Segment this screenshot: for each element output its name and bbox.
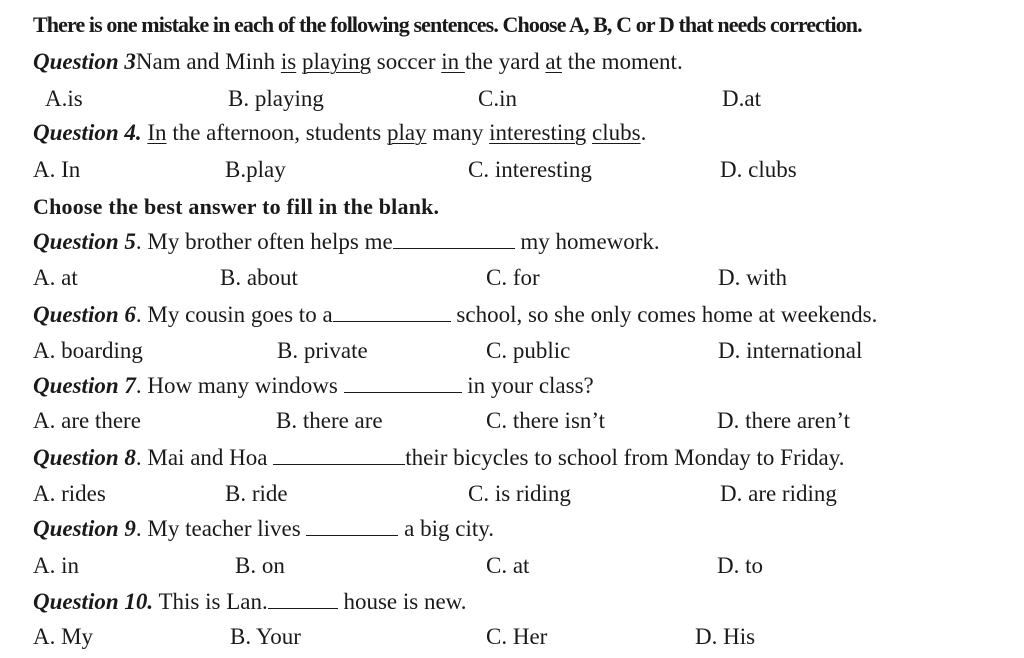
option-d[interactable]: D. clubs	[720, 157, 797, 182]
option-c[interactable]: C. is riding	[468, 481, 571, 506]
option-d[interactable]: D.at	[722, 86, 761, 111]
question-text: the moment.	[561, 49, 683, 74]
question-5	[33, 229, 660, 255]
option-b[interactable]: B. there are	[276, 408, 383, 433]
question-label: Question 10.	[33, 589, 154, 614]
option-d[interactable]: D. there aren’t	[717, 408, 851, 433]
option-c[interactable]: C. there isn’t	[486, 408, 606, 433]
underlined-word-c: interesting	[489, 120, 587, 145]
underlined-word-d: clubs	[592, 120, 641, 145]
option-b[interactable]: B. ride	[225, 481, 288, 506]
question-text: . My brother often helps me	[135, 229, 393, 254]
question-text: in your class?	[461, 373, 594, 398]
question-text: . Mai and Hoa	[135, 445, 274, 470]
question-text: . How many windows	[135, 373, 344, 398]
underlined-word-c: in	[441, 49, 465, 74]
question-7	[33, 373, 594, 399]
option-d[interactable]: D. His	[695, 624, 756, 649]
answer-blank[interactable]	[268, 590, 338, 609]
option-a[interactable]: A. My	[33, 624, 94, 649]
option-a[interactable]: A. In	[33, 157, 81, 182]
option-d[interactable]: D. with	[718, 265, 787, 290]
option-c[interactable]: C. for	[486, 265, 540, 290]
option-a[interactable]: A. boarding	[33, 338, 143, 363]
underlined-word-a: In	[147, 120, 167, 145]
question-text: house is new.	[337, 589, 467, 614]
question-text: soccer	[371, 49, 442, 74]
option-b[interactable]: B. playing	[228, 86, 324, 111]
option-b[interactable]: B. Your	[230, 624, 301, 649]
option-b[interactable]: B. private	[277, 338, 368, 363]
option-c[interactable]: C. at	[486, 553, 530, 578]
question-label: Question 9	[33, 516, 136, 541]
option-a[interactable]: A. at	[33, 265, 78, 290]
question-label: Question 4.	[33, 120, 142, 145]
answer-blank[interactable]	[344, 374, 462, 393]
option-d[interactable]: D. are riding	[720, 481, 837, 506]
option-b[interactable]: B. on	[235, 553, 285, 578]
option-c[interactable]: C.in	[478, 86, 517, 111]
option-c[interactable]: C. Her	[486, 624, 548, 649]
question-4	[33, 120, 646, 146]
question-text: . My teacher lives	[135, 516, 307, 541]
option-a[interactable]: A.is	[45, 86, 83, 111]
underlined-word-b: play	[386, 120, 427, 145]
underlined-word-a: is	[280, 49, 297, 74]
option-c[interactable]: C. public	[486, 338, 571, 363]
option-d[interactable]: D. international	[718, 338, 863, 363]
question-label: Question 7	[33, 373, 136, 398]
question-text: my homework.	[514, 229, 660, 254]
question-text: school, so she only comes home at weekends.	[450, 302, 878, 327]
option-a[interactable]: A. rides	[33, 481, 106, 506]
instruction-fill-blank: Choose the best answer to fill in the blank.	[33, 194, 440, 219]
question-text: This is Lan.	[153, 589, 268, 614]
question-6	[33, 302, 877, 328]
question-label: Question 6	[33, 302, 136, 327]
option-b[interactable]: B. about	[220, 265, 298, 290]
question-text: their bicycles to school from Monday to Friday.	[405, 445, 845, 470]
option-d[interactable]: D. to	[717, 553, 763, 578]
question-text: many	[426, 120, 490, 145]
answer-blank[interactable]	[306, 517, 398, 536]
option-c[interactable]: C. interesting	[468, 157, 592, 182]
question-9	[33, 516, 494, 542]
option-a[interactable]: A. in	[33, 553, 79, 578]
option-a[interactable]: A. are there	[33, 408, 141, 433]
question-text: Nam and Minh	[135, 49, 281, 74]
question-label: Question 8	[33, 445, 136, 470]
underlined-word-b: playing	[302, 49, 371, 74]
question-8	[33, 445, 844, 471]
underlined-word-d: at	[545, 49, 562, 74]
question-label: Question 3	[33, 49, 136, 74]
question-text: .	[640, 120, 647, 145]
question-text: . My cousin goes to a	[135, 302, 333, 327]
question-text: the yard	[464, 49, 546, 74]
instruction-mistake: There is one mistake in each of the following sentences. Choose A, B, C or D that needs correction.	[33, 12, 862, 37]
answer-blank[interactable]	[333, 303, 451, 322]
answer-blank[interactable]	[393, 230, 515, 249]
question-text: a big city.	[398, 516, 495, 541]
question-10	[33, 589, 467, 615]
question-text: the afternoon, students	[166, 120, 387, 145]
answer-blank[interactable]	[273, 446, 405, 465]
question-label: Question 5	[33, 229, 136, 254]
question-3	[33, 49, 683, 75]
option-b[interactable]: B.play	[225, 157, 286, 182]
